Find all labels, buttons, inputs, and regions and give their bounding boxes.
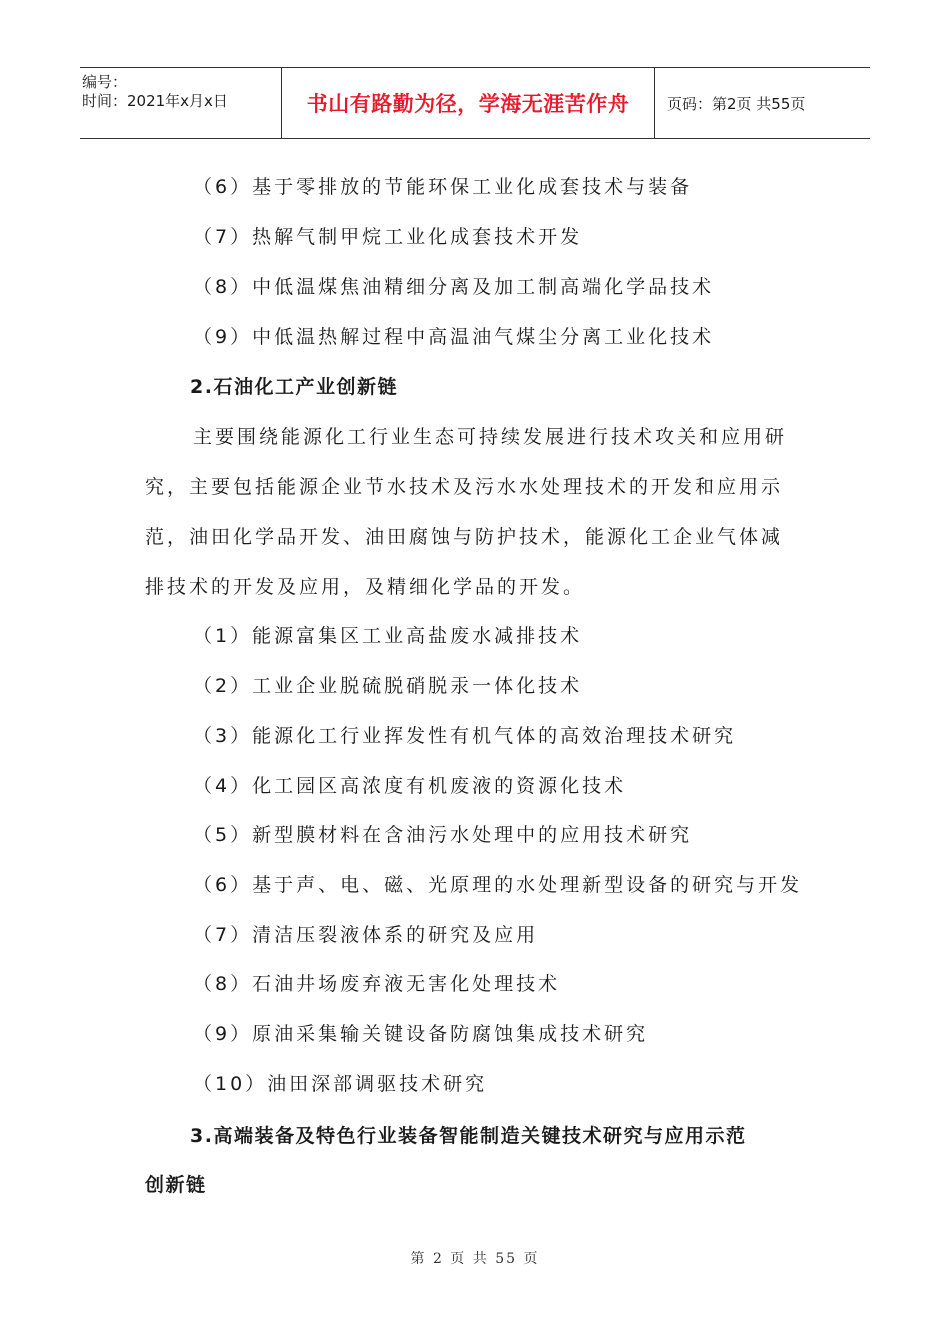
list-item: （8）石油井场废弃液无害化处理技术 [193, 973, 561, 995]
list-item: （4）化工园区高浓度有机废液的资源化技术 [193, 775, 627, 797]
header-motto: 书山有路勤为径，学海无涯苦作舟 [282, 68, 655, 138]
paragraph-line: 范，油田化学品开发、油田腐蚀与防护技术，能源化工企业气体减 [145, 526, 784, 548]
list-item: （10）油田深部调驱技术研究 [193, 1073, 488, 1095]
section-heading: 3.高端装备及特色行业装备智能制造关键技术研究与应用示范 [190, 1125, 747, 1147]
list-item: （6）基于零排放的节能环保工业化成套技术与装备 [193, 176, 693, 198]
list-item: （2）工业企业脱硫脱硝脱汞一体化技术 [193, 675, 583, 697]
list-item: （3）能源化工行业挥发性有机气体的高效治理技术研究 [193, 725, 737, 747]
section-heading-continued: 创新链 [145, 1174, 207, 1196]
header-page-info: 页码：第2页 共55页 [667, 94, 806, 113]
list-item: （7）清洁压裂液体系的研究及应用 [193, 924, 539, 946]
list-item: （9）原油采集输关键设备防腐蚀集成技术研究 [193, 1023, 649, 1045]
section-heading: 2.石油化工产业创新链 [190, 376, 398, 398]
paragraph-line: 究，主要包括能源企业节水技术及污水水处理技术的开发和应用示 [145, 476, 784, 498]
number-label: 编号： [82, 73, 128, 91]
list-item: （7）热解气制甲烷工业化成套技术开发 [193, 226, 583, 248]
page-header [80, 67, 870, 139]
list-item: （6）基于声、电、磁、光原理的水处理新型设备的研究与开发 [193, 874, 803, 896]
list-item: （8）中低温煤焦油精细分离及加工制高端化学品技术 [193, 276, 715, 298]
page-footer: 第 2 页 共 55 页 [410, 1251, 540, 1267]
paragraph-line: 排技术的开发及应用，及精细化学品的开发。 [145, 576, 586, 598]
list-item: （5）新型膜材料在含油污水处理中的应用技术研究 [193, 824, 693, 846]
list-item: （1）能源富集区工业高盐废水减排技术 [193, 625, 583, 647]
paragraph-line: 主要围绕能源化工行业生态可持续发展进行技术攻关和应用研 [193, 426, 788, 448]
list-item: （9）中低温热解过程中高温油气煤尘分离工业化技术 [193, 326, 715, 348]
time-label: 时间：2021年x月x日 [82, 92, 228, 110]
header-meta [80, 68, 282, 138]
